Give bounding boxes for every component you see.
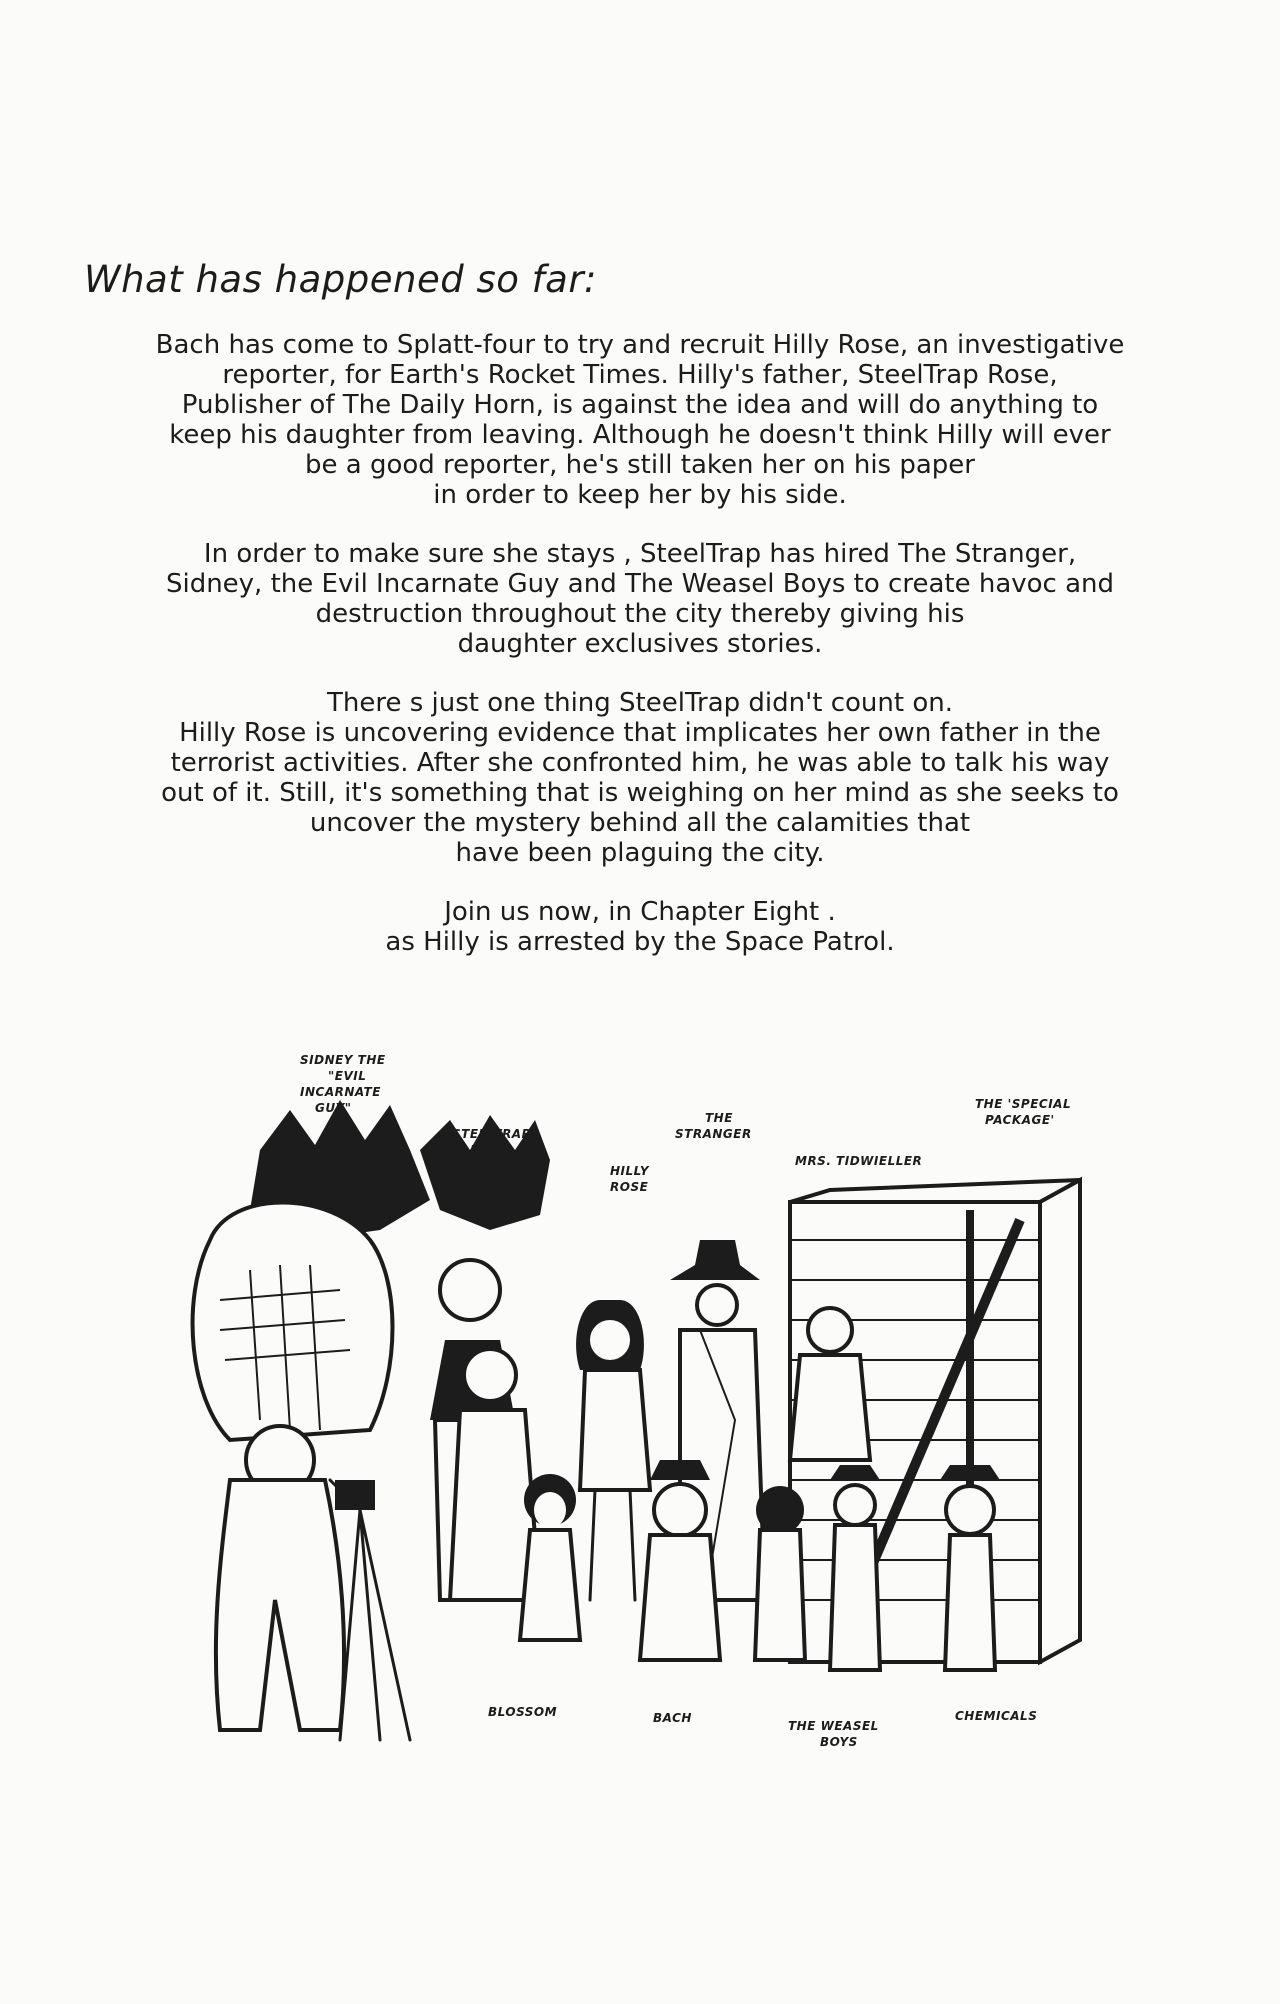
label-stranger xyxy=(675,1111,752,1141)
summary-paragraph-4 xyxy=(70,897,1210,957)
label-tidwieller xyxy=(795,1154,922,1168)
text-line: out of it. Still, it's something that is weighing on her mind as she seeks to xyxy=(161,778,1119,808)
text-line: Hilly Rose is uncovering evidence that implicates her own father in the xyxy=(179,718,1101,748)
page-heading: What has happened so far: xyxy=(84,258,598,301)
text-line: be a good reporter, he's still taken her on his paper xyxy=(305,450,975,480)
blossom-figure xyxy=(520,1474,580,1640)
label-line: MRS. TIDWIELLER xyxy=(795,1154,923,1168)
text-line: keep his daughter from leaving. Although he doesn't think Hilly will ever xyxy=(169,420,1111,450)
text-line: uncover the mystery behind all the calamities that xyxy=(309,808,971,838)
label-line: CHEMICALS xyxy=(955,1709,1038,1723)
text-line: Bach has come to Splatt-four to try and recruit Hilly Rose, an investigative xyxy=(155,330,1125,360)
hilly-rose-figure xyxy=(576,1300,650,1600)
text-line: have been plaguing the city. xyxy=(455,838,825,868)
label-line: ROSE xyxy=(610,1180,649,1194)
text-line: terrorist activities. After she confronted him, he was able to talk his way xyxy=(170,748,1110,778)
summary-paragraph-2 xyxy=(70,539,1210,659)
label-line: THE 'SPECIAL xyxy=(975,1097,1072,1111)
text-line: reporter, for Earth's Rocket Times. Hilly's father, SteelTrap Rose, xyxy=(222,360,1058,390)
text-line: Publisher of The Daily Horn, is against the idea and will do anything to xyxy=(181,390,1099,420)
text-line: Sidney, the Evil Incarnate Guy and The Weasel Boys to create havoc and xyxy=(165,569,1115,599)
text-line: There s just one thing SteelTrap didn't count on. xyxy=(327,688,953,718)
label-weasel-boys xyxy=(788,1719,879,1749)
text-line: in order to keep her by his side. xyxy=(433,480,847,510)
label-line: HILLY xyxy=(610,1164,650,1178)
label-line: "EVIL xyxy=(328,1069,367,1083)
summary-paragraph-3 xyxy=(70,688,1210,868)
label-line: THE WEASEL xyxy=(788,1719,879,1733)
text-line: daughter exclusives stories. xyxy=(457,629,823,659)
text-line: In order to make sure she stays , SteelTrap has hired The Stranger, xyxy=(203,539,1077,569)
label-line: ROSE xyxy=(470,1143,509,1157)
label-chemicals xyxy=(955,1709,1037,1723)
label-line: BACH xyxy=(653,1711,692,1725)
text-line: as Hilly is arrested by the Space Patrol. xyxy=(385,927,895,957)
label-line: BOYS xyxy=(820,1735,858,1749)
steeltrap-rose-figure xyxy=(430,1260,540,1600)
story-summary xyxy=(70,330,1210,986)
label-line: PACKAGE' xyxy=(985,1113,1055,1127)
label-line: SIDNEY THE xyxy=(300,1053,386,1067)
summary-paragraph-1 xyxy=(70,330,1210,510)
chemicals-figure xyxy=(940,1465,1000,1670)
label-line: BLOSSOM xyxy=(488,1705,558,1719)
label-line: STEELTRAP xyxy=(452,1127,531,1141)
label-package xyxy=(975,1097,1071,1127)
label-sidney xyxy=(300,1053,386,1115)
label-hilly xyxy=(610,1164,650,1194)
photographer-figure xyxy=(216,1426,410,1740)
label-bach xyxy=(653,1711,692,1725)
label-line: GUY" xyxy=(315,1101,352,1115)
label-line: INCARNATE xyxy=(300,1085,381,1099)
label-line: STRANGER xyxy=(675,1127,752,1141)
character-lineup-drawing xyxy=(140,1040,1100,1780)
text-line: Join us now, in Chapter Eight . xyxy=(444,897,836,927)
text-line: destruction throughout the city thereby giving his xyxy=(315,599,965,629)
character-lineup-illustration xyxy=(140,1040,1100,1780)
label-blossom xyxy=(488,1705,557,1719)
label-line: THE xyxy=(705,1111,733,1125)
